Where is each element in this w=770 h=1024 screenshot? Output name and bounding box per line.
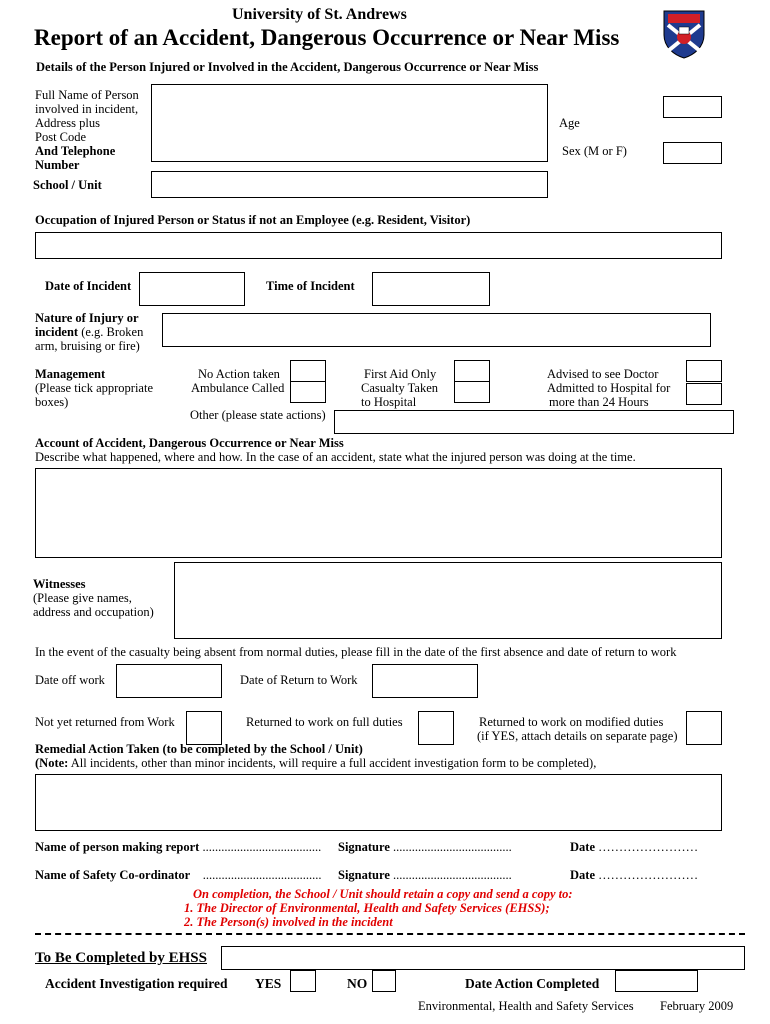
first-aid-checkbox[interactable] xyxy=(454,360,490,382)
witnesses-hint: address and occupation) xyxy=(33,605,154,619)
university-crest-icon xyxy=(662,9,706,59)
coordinator-label: Name of Safety Co-ordinator xyxy=(35,868,191,882)
remedial-label: Remedial Action Taken (to be completed by the School / Unit) xyxy=(35,742,363,756)
page-title: Report of an Accident, Dangerous Occurrence or Near Miss xyxy=(34,25,620,50)
ambulance-checkbox[interactable] xyxy=(290,381,326,403)
reporter-row xyxy=(35,840,321,854)
returned-full-checkbox[interactable] xyxy=(418,711,454,745)
absence-instruction: In the event of the casualty being absent from normal duties, please fill in the date of the first absence and date of return to work xyxy=(35,645,677,659)
casualty-label: to Hospital xyxy=(361,395,417,409)
university-name: University of St. Andrews xyxy=(232,6,407,23)
nature-label-line xyxy=(35,325,143,339)
reporter-signature-row xyxy=(338,840,512,854)
section-subtitle: Details of the Person Injured or Involved in the Accident, Dangerous Occurrence or Near Miss xyxy=(36,60,539,74)
age-field[interactable] xyxy=(663,96,722,118)
coordinator-dots[interactable]: ...................................... xyxy=(202,868,322,882)
reporter-dots[interactable]: ...................................... xyxy=(202,840,322,854)
remedial-note xyxy=(35,756,596,770)
casualty-label: Casualty Taken xyxy=(361,381,439,395)
yes-label: YES xyxy=(255,976,282,991)
witnesses-field[interactable] xyxy=(174,562,722,639)
sex-label: Sex (M or F) xyxy=(562,144,627,158)
name-address-field[interactable] xyxy=(151,84,548,162)
date-dots[interactable]: …………………… xyxy=(598,840,699,854)
other-actions-field[interactable] xyxy=(334,410,734,434)
date-action-field[interactable] xyxy=(615,970,698,992)
not-returned-label: Not yet returned from Work xyxy=(35,715,175,729)
witnesses-label: Witnesses xyxy=(33,577,86,591)
time-of-incident-label: Time of Incident xyxy=(266,279,355,293)
signature-label: Signature xyxy=(338,868,390,882)
not-returned-checkbox[interactable] xyxy=(186,711,222,745)
account-label: Account of Accident, Dangerous Occurrence or Near Miss xyxy=(35,436,344,450)
management-hint: boxes) xyxy=(35,395,69,409)
date-label: Date xyxy=(570,868,595,882)
date-off-field[interactable] xyxy=(116,664,222,698)
remedial-note-bold: (Note: xyxy=(35,756,69,770)
no-action-label: No Action taken xyxy=(198,367,280,381)
returned-full-label: Returned to work on full duties xyxy=(246,715,403,729)
school-label: School / Unit xyxy=(33,178,102,192)
signature-label: Signature xyxy=(338,840,390,854)
no-checkbox[interactable] xyxy=(372,970,396,992)
date-dots[interactable]: …………………… xyxy=(598,868,699,882)
admitted-hospital-label: Admitted to Hospital for xyxy=(547,381,671,395)
date-return-field[interactable] xyxy=(372,664,478,698)
advised-doctor-checkbox[interactable] xyxy=(686,360,722,382)
date-of-incident-field[interactable] xyxy=(139,272,245,306)
first-aid-label: First Aid Only xyxy=(364,367,437,381)
name-label-line: involved in incident, xyxy=(35,102,139,116)
sex-field[interactable] xyxy=(663,142,722,164)
occupation-field[interactable] xyxy=(35,232,722,259)
name-label-line: Post Code xyxy=(35,130,87,144)
signature-dots[interactable]: ...................................... xyxy=(393,840,512,854)
name-label-line: Number xyxy=(35,158,80,172)
nature-label-line: arm, bruising or fire) xyxy=(35,339,140,353)
date-action-label: Date Action Completed xyxy=(465,976,600,991)
date-off-label: Date off work xyxy=(35,673,105,687)
admitted-hospital-checkbox[interactable] xyxy=(686,383,722,405)
other-actions-label: Other (please state actions) xyxy=(190,408,326,422)
signature-dots[interactable]: ...................................... xyxy=(393,868,512,882)
cut-line-divider xyxy=(35,933,745,935)
management-label: Management xyxy=(35,367,106,381)
date-of-incident-label: Date of Incident xyxy=(45,279,132,293)
returned-modified-checkbox[interactable] xyxy=(686,711,722,745)
remedial-note-text: All incidents, other than minor incidents, will require a full accident investigation form to be completed), xyxy=(68,756,597,770)
name-label-line: And Telephone xyxy=(35,144,116,158)
reporter-label: Name of person making report xyxy=(35,840,200,854)
completion-recipient: 1. The Director of Environmental, Health and Safety Services (EHSS); xyxy=(184,901,550,915)
coordinator-signature-row xyxy=(338,868,512,882)
nature-label-bold: incident xyxy=(35,325,79,339)
advised-doctor-label: Advised to see Doctor xyxy=(547,367,659,381)
no-label: NO xyxy=(347,976,368,991)
coordinator-row xyxy=(35,868,321,882)
yes-checkbox[interactable] xyxy=(290,970,316,992)
nature-label-rest: (e.g. Broken xyxy=(78,325,144,339)
nature-of-injury-field[interactable] xyxy=(162,313,711,347)
ehss-field[interactable] xyxy=(221,946,745,970)
ehss-heading: To Be Completed by EHSS xyxy=(35,950,207,966)
investigation-label: Accident Investigation required xyxy=(45,976,228,991)
no-action-checkbox[interactable] xyxy=(290,360,326,382)
reporter-date-row xyxy=(570,840,698,854)
returned-modified-label: Returned to work on modified duties xyxy=(479,715,664,729)
name-label-line: Full Name of Person xyxy=(35,88,139,102)
ambulance-label: Ambulance Called xyxy=(191,381,285,395)
name-label-line: Address plus xyxy=(35,116,100,130)
account-description: Describe what happened, where and how. In the case of an accident, state what the injured person was doing at the time. xyxy=(35,450,636,464)
date-label: Date xyxy=(570,840,595,854)
date-return-label: Date of Return to Work xyxy=(240,673,358,687)
management-hint: (Please tick appropriate xyxy=(35,381,154,395)
admitted-hospital-label: more than 24 Hours xyxy=(549,395,649,409)
nature-label-line: Nature of Injury or xyxy=(35,311,139,325)
remedial-field[interactable] xyxy=(35,774,722,831)
school-field[interactable] xyxy=(151,171,548,198)
footer-department: Environmental, Health and Safety Services xyxy=(418,999,634,1013)
time-of-incident-field[interactable] xyxy=(372,272,490,306)
casualty-checkbox[interactable] xyxy=(454,381,490,403)
age-label: Age xyxy=(559,116,580,130)
footer-date: February 2009 xyxy=(660,999,734,1013)
occupation-label: Occupation of Injured Person or Status if not an Employee (e.g. Resident, Visitor) xyxy=(35,213,471,227)
witnesses-hint: (Please give names, xyxy=(33,591,132,605)
completion-note: On completion, the School / Unit should retain a copy and send a copy to: xyxy=(193,887,573,901)
account-field[interactable] xyxy=(35,468,722,558)
returned-modified-hint: (if YES, attach details on separate page) xyxy=(477,729,678,743)
coordinator-date-row xyxy=(570,868,698,882)
completion-recipient: 2. The Person(s) involved in the incident xyxy=(184,915,393,929)
